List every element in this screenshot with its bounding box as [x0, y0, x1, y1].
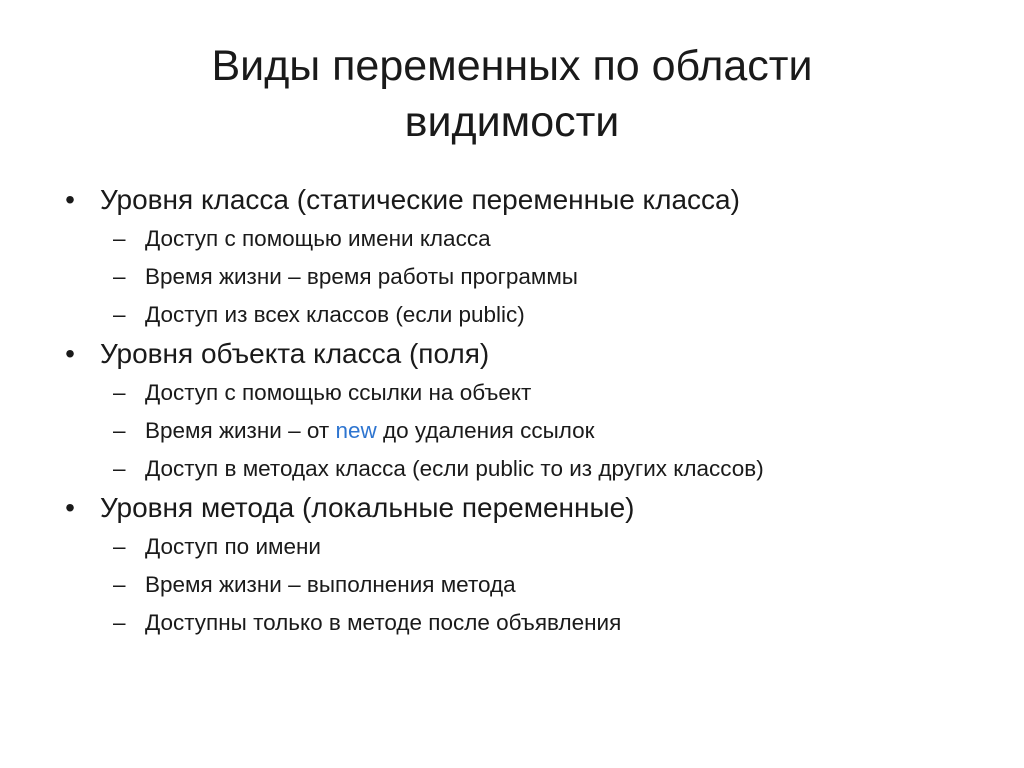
dash-icon: – [113, 456, 126, 481]
dash-icon: – [113, 418, 126, 443]
sub-bullet-item [58, 374, 988, 412]
slide-title-line1: Виды переменных по области [211, 42, 813, 90]
sub-bullet-text: Доступны только в методе после объявления [145, 610, 622, 635]
sub-bullet-item [58, 528, 988, 566]
bullet-item [58, 334, 988, 374]
dash-icon: – [113, 534, 126, 559]
slide-title [112, 38, 912, 150]
sub-bullet-item [58, 566, 988, 604]
sub-bullet-text: Время жизни – выполнения метода [145, 572, 516, 597]
bullet-icon: • [65, 184, 75, 215]
sub-bullet-item [58, 412, 988, 450]
sub-bullet-item [58, 604, 988, 642]
bullet-item [58, 180, 988, 220]
bullet-icon: • [65, 492, 75, 523]
bullet-list [58, 180, 988, 642]
slide-title-line2: видимости [404, 98, 620, 146]
keyword-new: new [335, 418, 377, 443]
dash-icon: – [113, 610, 126, 635]
dash-icon: – [113, 380, 126, 405]
sub-bullet-text-after: до удаления ссылок [376, 418, 595, 443]
dash-icon: – [113, 572, 126, 597]
dash-icon: – [113, 226, 126, 251]
sub-bullet-item [58, 296, 988, 334]
sub-bullet-text: Доступ в методах класса (если public то из других классов) [145, 456, 764, 481]
sub-bullet-text: Доступ по имени [145, 534, 321, 559]
bullet-icon: • [65, 338, 75, 369]
dash-icon: – [113, 302, 126, 327]
bullet-text: Уровня объекта класса (поля) [100, 338, 490, 369]
sub-bullet-item [58, 220, 988, 258]
bullet-item [58, 488, 988, 528]
sub-bullet-text: Время жизни – время работы программы [145, 264, 578, 289]
sub-bullet-text: Доступ с помощью имени класса [145, 226, 491, 251]
sub-bullet-text: Доступ с помощью ссылки на объект [145, 380, 532, 405]
sub-bullet-item [58, 258, 988, 296]
dash-icon: – [113, 264, 126, 289]
sub-bullet-item [58, 450, 988, 488]
bullet-text: Уровня метода (локальные переменные) [100, 492, 635, 523]
sub-bullet-text-before: Время жизни – от [145, 418, 336, 443]
sub-bullet-text: Доступ из всех классов (если public) [145, 302, 525, 327]
bullet-text: Уровня класса (статические переменные класса) [100, 184, 740, 215]
